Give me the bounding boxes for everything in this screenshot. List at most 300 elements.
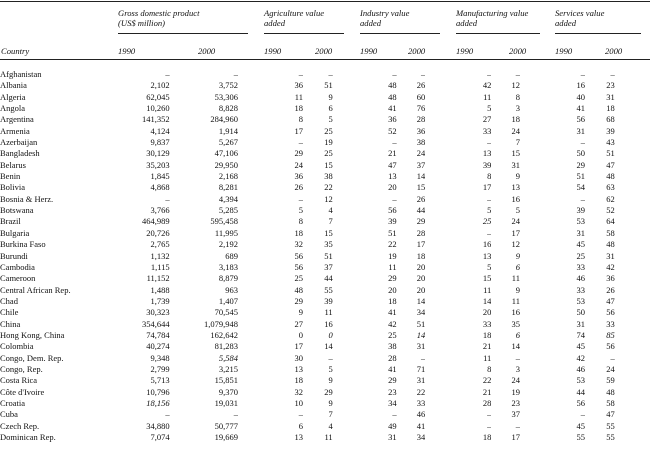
table-cell: 29 [388, 273, 397, 284]
table-cell: 29 [294, 295, 303, 306]
table-cell: 38 [388, 341, 397, 352]
table-cell: 31 [416, 375, 426, 386]
data-table [0, 69, 650, 443]
table-row [0, 148, 650, 159]
table-cell: 20 [416, 273, 426, 284]
table-cell: 20 [416, 284, 426, 295]
table-cell: – [298, 193, 303, 204]
table-cell: 62,045 [146, 91, 170, 102]
table-cell: 9 [328, 91, 333, 102]
row-padding [615, 296, 650, 307]
country-name: Chad [0, 295, 18, 306]
country-name: Côte d'Ivoire [0, 386, 45, 397]
table-row [0, 182, 650, 193]
table-cell: – [580, 137, 585, 148]
header-group-services: Services value added [555, 8, 605, 28]
table-cell: 31 [606, 91, 615, 102]
table-cell: 2,765 [150, 239, 170, 250]
table-row [0, 273, 650, 284]
table-cell: 18 [482, 329, 492, 340]
table-cell: 464,989 [142, 216, 170, 227]
row-padding [615, 160, 650, 171]
table-cell: 6 [515, 261, 520, 272]
table-cell: 10,796 [146, 386, 170, 397]
table-cell: 5,713 [150, 375, 170, 386]
table-cell: 28 [388, 352, 397, 363]
table-cell: – [392, 193, 397, 204]
table-cell: 50,777 [214, 420, 238, 431]
table-cell: – [420, 352, 426, 363]
table-cell: 19 [388, 250, 397, 261]
table-cell: 74,784 [146, 329, 170, 340]
table-cell: 29 [294, 148, 303, 159]
table-cell: 16 [511, 307, 520, 318]
table-cell: 1,132 [150, 250, 170, 261]
country-name: Algeria [0, 91, 26, 102]
table-cell: 9 [515, 250, 520, 261]
table-row [0, 330, 650, 341]
table-row [0, 114, 650, 125]
table-cell: 7 [328, 216, 333, 227]
table-cell: 28 [482, 397, 492, 408]
table-cell: – [487, 193, 492, 204]
table-cell: 71 [416, 363, 426, 374]
table-cell: – [233, 409, 238, 420]
table-cell: 44 [576, 386, 585, 397]
year-header: 1990 [360, 46, 378, 56]
country-name: Hong Kong, China [0, 329, 65, 340]
table-cell: – [487, 137, 492, 148]
country-name: Burkina Faso [0, 239, 46, 250]
table-cell: 41 [416, 420, 426, 431]
table-cell: 55 [606, 420, 615, 431]
table-cell: 19,669 [214, 432, 238, 442]
table-cell: 11 [324, 307, 333, 318]
year-header: 2000 [605, 46, 623, 56]
table-cell: 32 [294, 386, 303, 397]
table-cell: 284,960 [210, 114, 238, 125]
row-padding [615, 375, 650, 386]
table-cell: 5,584 [218, 352, 238, 363]
table-cell: 63 [606, 182, 615, 193]
table-cell: 36 [294, 171, 303, 182]
table-cell: 11 [324, 432, 333, 442]
table-cell: 53 [576, 295, 585, 306]
country-name: Afghanistan [0, 69, 42, 79]
table-cell: 8 [487, 171, 492, 182]
row-padding [615, 239, 650, 250]
table-row [0, 262, 650, 273]
table-cell: 1,407 [218, 295, 238, 306]
table-cell: 42 [388, 318, 397, 329]
header-group-manufacturing: Manufacturing value added [456, 8, 529, 28]
table-row [0, 375, 650, 386]
table-cell: 59 [606, 375, 615, 386]
table-cell: 48 [388, 91, 397, 102]
country-name: Botswana [0, 205, 34, 216]
table-cell: 47 [606, 295, 615, 306]
table-cell: 7 [328, 409, 333, 420]
table-cell: 12 [324, 193, 333, 204]
table-row [0, 92, 650, 103]
table-cell: 9 [328, 375, 333, 386]
table-cell: 39 [576, 205, 585, 216]
table-row [0, 364, 650, 375]
table-cell: 15 [416, 182, 426, 193]
table-cell: 39 [388, 216, 397, 227]
group-underline-gdp [118, 33, 248, 34]
table-row [0, 239, 650, 250]
country-name: Benin [0, 171, 21, 182]
country-name: Bulgaria [0, 227, 30, 238]
row-padding [615, 137, 650, 148]
table-cell: 24 [511, 125, 520, 136]
row-padding [615, 421, 650, 432]
table-cell: 7 [515, 137, 520, 148]
table-cell: 17 [511, 227, 520, 238]
table-cell: 8,828 [218, 103, 238, 114]
table-cell: 64 [606, 216, 615, 227]
table-cell: 41 [388, 103, 397, 114]
table-cell: 22 [416, 386, 426, 397]
table-cell: 33 [576, 284, 585, 295]
table-cell: 29 [324, 386, 333, 397]
table-cell: 31 [511, 159, 520, 170]
table-cell: 58 [606, 227, 615, 238]
table-cell: 17 [482, 182, 492, 193]
country-name: Argentina [0, 114, 34, 125]
row-padding [615, 307, 650, 318]
table-cell: 26 [416, 80, 426, 91]
table-cell: 4,124 [150, 125, 170, 136]
header-group-agriculture: Agriculture value added [264, 8, 325, 28]
table-cell: 1,845 [150, 171, 170, 182]
table-row [0, 409, 650, 420]
table-cell: 34 [416, 432, 426, 442]
table-cell: 3 [515, 103, 520, 114]
country-name: Brazil [0, 216, 21, 227]
table-cell: 48 [388, 80, 397, 91]
country-name: Armenia [0, 125, 30, 136]
country-name: Croatia [0, 397, 26, 408]
table-cell: 56 [606, 307, 615, 318]
table-cell: 354,644 [142, 318, 170, 329]
table-cell: 595,458 [210, 216, 238, 227]
header-group-gdp: Gross domestic product (US$ million) [118, 8, 200, 28]
table-cell: 21 [482, 386, 492, 397]
table-cell: 29 [388, 375, 397, 386]
table-cell: 23 [511, 397, 520, 408]
table-row [0, 194, 650, 205]
year-header: 2000 [408, 46, 426, 56]
table-cell: 963 [225, 284, 238, 295]
table-cell: 22 [482, 375, 492, 386]
table-cell: 33 [576, 261, 585, 272]
table-cell: 6 [298, 420, 303, 431]
table-cell: 30 [294, 352, 303, 363]
table-cell: 48 [606, 386, 615, 397]
table-cell: 81,283 [214, 341, 238, 352]
table-cell: 8,281 [218, 182, 238, 193]
table-cell: 2,168 [218, 171, 238, 182]
row-padding [615, 262, 650, 273]
table-cell: 9 [328, 397, 333, 408]
row-padding [615, 205, 650, 216]
table-row [0, 228, 650, 239]
table-cell: 17 [294, 341, 303, 352]
table-cell: 51 [606, 148, 615, 159]
table-cell: 24 [294, 159, 303, 170]
table-cell: 22 [324, 182, 333, 193]
table-cell: 45 [576, 341, 585, 352]
table-cell: – [298, 137, 303, 148]
table-cell: – [392, 137, 397, 148]
table-row [0, 205, 650, 216]
table-cell: 17 [416, 239, 426, 250]
row-padding [615, 251, 650, 262]
table-cell: 1,115 [150, 261, 170, 272]
table-cell: 1,739 [150, 295, 170, 306]
table-cell: 23 [606, 80, 615, 91]
table-cell: 1,488 [150, 284, 170, 295]
table-cell: 53 [576, 216, 585, 227]
table-cell: – [515, 69, 520, 79]
table-row [0, 319, 650, 330]
group-underline-agriculture [264, 33, 344, 34]
table-cell: 3,215 [218, 363, 238, 374]
table-row [0, 216, 650, 227]
year-header: 2000 [509, 46, 527, 56]
table-cell: 51 [388, 227, 397, 238]
table-cell: 5,267 [218, 137, 238, 148]
table-cell: 0 [328, 329, 333, 340]
row-padding [615, 319, 650, 330]
table-cell: 36 [416, 125, 426, 136]
table-cell: 51 [324, 80, 333, 91]
table-cell: 36 [388, 114, 397, 125]
table-cell: 5 [328, 363, 333, 374]
table-cell: 53,306 [214, 91, 238, 102]
table-cell: 19 [511, 386, 520, 397]
table-cell: 5,285 [218, 205, 238, 216]
table-cell: 8 [515, 91, 520, 102]
table-cell: 53 [576, 375, 585, 386]
table-cell: 38 [324, 171, 333, 182]
table-cell: – [392, 409, 397, 420]
table-cell: 20 [388, 182, 397, 193]
table-cell: 56 [576, 114, 585, 125]
table-cell: 55 [606, 432, 615, 442]
table-cell: 2,799 [150, 363, 170, 374]
country-name: Cambodia [0, 261, 35, 272]
table-cell: 25 [576, 250, 585, 261]
table-cell: 28 [416, 114, 426, 125]
row-padding [615, 353, 650, 364]
country-name: Azerbaijan [0, 137, 38, 148]
table-cell: – [165, 409, 170, 420]
row-padding [615, 330, 650, 341]
table-cell: 58 [606, 397, 615, 408]
table-cell: 3 [515, 363, 520, 374]
table-cell: 56 [388, 205, 397, 216]
table-cell: 41 [388, 307, 397, 318]
table-cell: – [165, 69, 170, 79]
table-cell: 8 [298, 216, 303, 227]
table-cell: – [487, 69, 492, 79]
year-header: 1990 [264, 46, 282, 56]
table-cell: 25 [324, 125, 333, 136]
table-cell: 56 [576, 397, 585, 408]
table-cell: 56 [294, 250, 303, 261]
table-cell: 46 [576, 363, 585, 374]
table-cell: 29,950 [214, 159, 238, 170]
table-row [0, 171, 650, 182]
table-cell: 4,394 [218, 193, 238, 204]
table-cell: 15 [324, 159, 333, 170]
table-cell: 5 [328, 114, 333, 125]
table-cell: 11 [511, 273, 520, 284]
table-cell: 25 [388, 329, 397, 340]
table-cell: 76 [416, 103, 426, 114]
table-cell: 24 [511, 375, 520, 386]
table-cell: 47,106 [214, 148, 238, 159]
country-name: Cameroon [0, 273, 36, 284]
table-cell: 21 [482, 341, 492, 352]
table-cell: 9,837 [150, 137, 170, 148]
table-cell: 55 [576, 432, 585, 442]
row-padding [615, 285, 650, 296]
row-padding [615, 126, 650, 137]
table-cell: 14 [482, 295, 492, 306]
table-cell: 56 [606, 341, 615, 352]
table-cell: 42 [482, 80, 492, 91]
country-name: China [0, 318, 21, 329]
table-cell: 10 [294, 397, 303, 408]
table-cell: 1,079,948 [203, 318, 238, 329]
table-cell: 27 [294, 318, 303, 329]
table-cell: 13 [482, 250, 492, 261]
table-cell: 162,642 [210, 329, 238, 340]
table-cell: 24 [511, 216, 520, 227]
table-cell: 46 [576, 273, 585, 284]
table-cell: – [487, 409, 492, 420]
table-cell: 17 [294, 125, 303, 136]
table-cell: 3,752 [218, 80, 238, 91]
year-header: 2000 [198, 46, 216, 56]
table-cell: 31 [576, 125, 585, 136]
table-cell: 4 [328, 205, 333, 216]
year-header: 2000 [315, 46, 333, 56]
table-cell: 35 [511, 318, 520, 329]
country-name: Albania [0, 80, 27, 91]
table-cell: 4,868 [150, 182, 170, 193]
table-cell: 12 [511, 80, 520, 91]
table-cell: 11 [483, 352, 492, 363]
table-cell: 689 [225, 250, 238, 261]
table-cell: 68 [606, 114, 615, 125]
row-padding [615, 182, 650, 193]
table-cell: 56 [294, 261, 303, 272]
table-cell: 50 [576, 148, 585, 159]
table-cell: – [610, 69, 615, 79]
table-cell: 18 [294, 375, 303, 386]
row-padding [615, 103, 650, 114]
table-cell: 11 [388, 261, 397, 272]
table-cell: 42 [576, 352, 585, 363]
table-cell: 8 [298, 114, 303, 125]
header-group-industry: Industry value added [360, 8, 410, 28]
table-row [0, 432, 650, 443]
table-cell: 47 [606, 159, 615, 170]
table-cell: 45 [576, 420, 585, 431]
table-cell: 13 [294, 363, 303, 374]
country-name: Czech Rep. [0, 420, 40, 431]
table-cell: 32 [294, 239, 303, 250]
table-cell: 14 [416, 295, 426, 306]
table-cell: 18 [416, 250, 426, 261]
table-row [0, 80, 650, 91]
table-cell: 6 [328, 103, 333, 114]
table-cell: 11 [511, 295, 520, 306]
table-row [0, 398, 650, 409]
table-cell: 16 [482, 239, 492, 250]
year-header: 1990 [118, 46, 136, 56]
table-cell: 11,152 [146, 273, 170, 284]
table-row [0, 126, 650, 137]
table-cell: 44 [416, 205, 426, 216]
table-cell: 18 [606, 103, 615, 114]
table-cell: 18 [294, 227, 303, 238]
table-cell: – [580, 409, 585, 420]
country-name: Costa Rica [0, 375, 38, 386]
table-cell: 5 [515, 205, 520, 216]
table-cell: 14 [416, 171, 426, 182]
table-cell: – [328, 69, 333, 79]
table-cell: 14 [416, 329, 426, 340]
table-cell: 27 [482, 114, 492, 125]
table-cell: 50 [576, 307, 585, 318]
table-cell: 39 [324, 295, 333, 306]
country-column-header: Country [1, 46, 30, 56]
year-header: 1990 [555, 46, 573, 56]
table-cell: 49 [388, 420, 397, 431]
table-cell: 38 [416, 137, 426, 148]
table-cell: 41 [576, 103, 585, 114]
table-cell: 45 [576, 239, 585, 250]
table-cell: 31 [416, 341, 426, 352]
table-cell: – [165, 193, 170, 204]
table-cell: 18 [482, 432, 492, 442]
table-cell: 48 [606, 239, 615, 250]
table-cell: 9 [298, 307, 303, 318]
table-cell: 24 [606, 363, 615, 374]
row-padding [615, 216, 650, 227]
country-name: Angola [0, 103, 26, 114]
table-cell: 29 [416, 216, 426, 227]
table-cell: – [580, 193, 585, 204]
table-cell: 2,102 [150, 80, 170, 91]
table-cell: 25 [324, 148, 333, 159]
table-cell: 2,192 [218, 239, 238, 250]
table-cell: – [487, 420, 492, 431]
table-cell: 9 [515, 171, 520, 182]
table-cell: 55 [324, 284, 333, 295]
row-padding [615, 114, 650, 125]
table-cell: 5 [487, 261, 492, 272]
table-cell: 15,851 [214, 375, 238, 386]
table-cell: 74 [576, 329, 585, 340]
row-padding [615, 273, 650, 284]
